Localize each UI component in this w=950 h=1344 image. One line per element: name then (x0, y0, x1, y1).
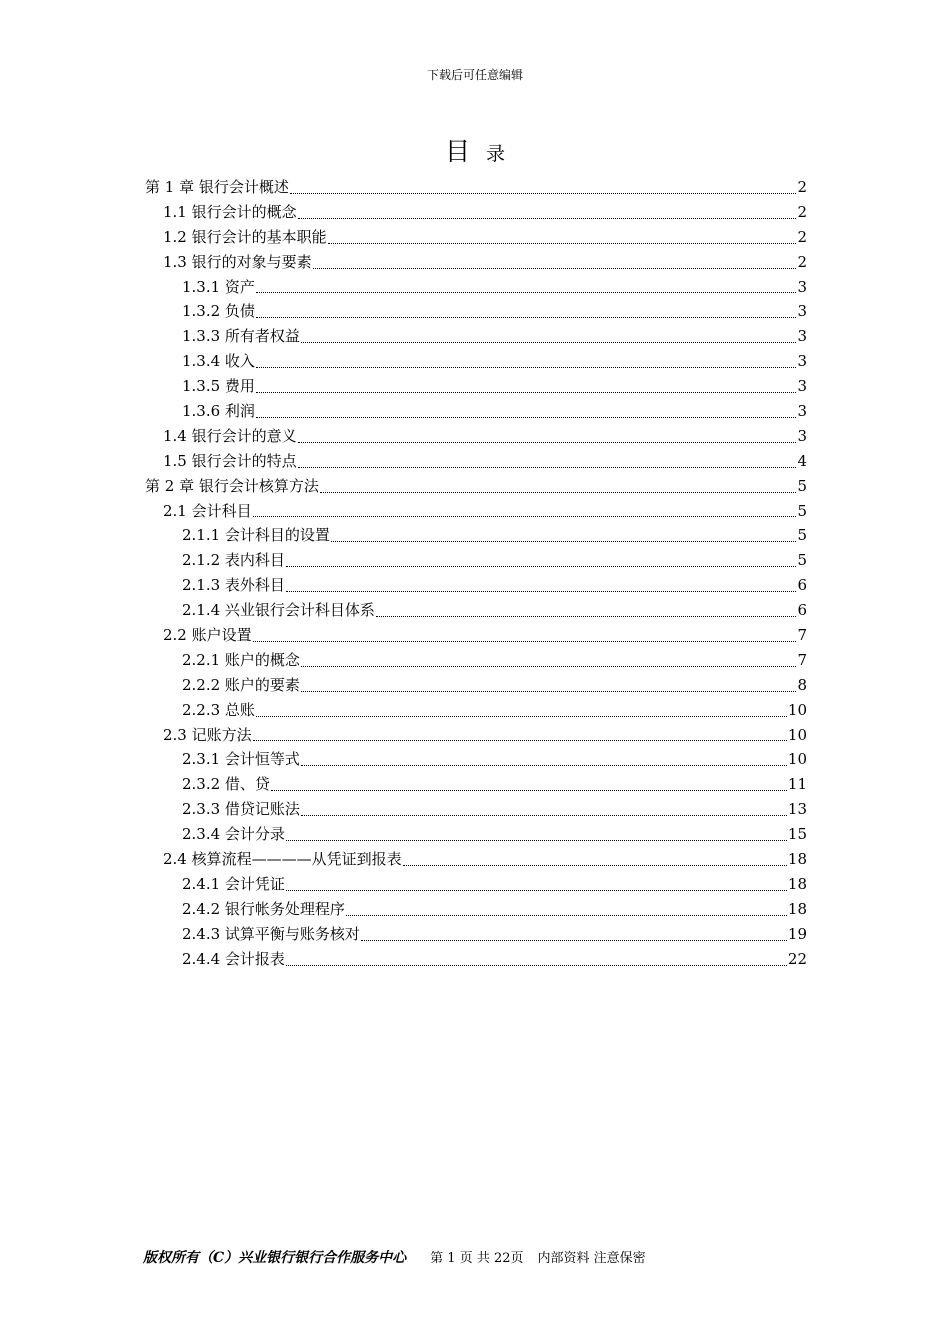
toc-entry-page: 5 (797, 476, 807, 495)
toc-entry-page: 2 (797, 178, 807, 196)
toc-dot-leader (346, 915, 787, 916)
toc-entry-label: 2.1.4 兴业银行会计科目体系 (182, 601, 375, 620)
toc-dot-leader (256, 392, 797, 393)
toc-dot-leader (313, 268, 797, 269)
toc-entry-label: 1.3.5 费用 (182, 377, 255, 396)
toc-entry-label: 2.2.1 账户的概念 (182, 650, 300, 669)
toc-entry[interactable] (145, 225, 807, 250)
toc-entry-label: 1.3.3 所有者权益 (182, 327, 300, 346)
toc-entry-page: 8 (797, 675, 807, 694)
page-header: 下载后可任意编辑 (426, 68, 523, 82)
toc-entry-label: 1.1 银行会计的概念 (163, 202, 297, 221)
toc-title (0, 132, 950, 168)
toc-entry[interactable] (145, 424, 807, 449)
toc-entry-label: 1.4 银行会计的意义 (163, 426, 297, 445)
toc-entry[interactable] (145, 623, 807, 648)
toc-entry-label: 第 2 章 银行会计核算方法 (145, 476, 319, 495)
toc-entry-label: 2.3.4 会计分录 (182, 825, 285, 844)
toc-entry-page: 18 (787, 899, 807, 918)
toc-entry[interactable] (145, 399, 807, 424)
toc-entry-page: 2 (797, 202, 807, 221)
toc-dot-leader (301, 815, 787, 816)
toc-entry[interactable] (145, 772, 807, 797)
toc-dot-leader (253, 740, 787, 741)
toc-entry[interactable] (145, 449, 807, 474)
toc-dot-leader (286, 890, 787, 891)
toc-entry-page: 3 (797, 277, 807, 296)
toc-entry-page: 10 (787, 725, 807, 744)
toc-entry-page: 7 (797, 650, 807, 669)
toc-entry-page: 6 (797, 576, 807, 595)
toc-entry[interactable] (145, 648, 807, 673)
toc-entry[interactable] (145, 847, 807, 872)
toc-entry-page: 7 (797, 626, 807, 645)
toc-entry-label: 1.3.4 收入 (182, 352, 255, 371)
toc-entry[interactable] (145, 548, 807, 573)
toc-dot-leader (256, 417, 797, 418)
toc-dot-leader (320, 492, 797, 493)
toc-entry-label: 2.2 账户设置 (163, 626, 252, 645)
toc-entry-page: 15 (787, 825, 807, 844)
toc-dot-leader (376, 616, 797, 617)
toc-entry-page: 3 (797, 426, 807, 445)
toc-entry[interactable] (145, 275, 807, 300)
toc-entry-page: 2 (797, 227, 807, 246)
toc-entry-page: 5 (797, 526, 807, 545)
toc-entry-page: 5 (797, 551, 807, 570)
toc-entry[interactable] (145, 200, 807, 225)
toc-dot-leader (286, 965, 787, 966)
toc-entry[interactable] (145, 175, 807, 200)
toc-dot-leader (256, 716, 787, 717)
toc-dot-leader (331, 541, 797, 542)
toc-entry[interactable] (145, 499, 807, 524)
toc-entry[interactable] (145, 598, 807, 623)
toc-entry-label: 2.2.2 账户的要素 (182, 675, 300, 694)
toc-dot-leader (298, 467, 797, 468)
toc-entry-label: 第 1 章 银行会计概述 (145, 178, 289, 196)
toc-entry-page: 3 (797, 327, 807, 346)
toc-entry[interactable] (145, 922, 807, 947)
toc-entry-page: 6 (797, 601, 807, 620)
toc-entry[interactable] (145, 573, 807, 598)
toc-entry-page: 3 (797, 352, 807, 371)
footer-confidential: 内部资料 注意保密 (537, 1251, 646, 1266)
toc-entry-page: 3 (797, 302, 807, 321)
toc-entry-label: 2.2.3 总账 (182, 700, 255, 719)
toc-dot-leader (271, 790, 787, 791)
toc-title-part1: 目 (444, 137, 470, 166)
toc-entry[interactable] (145, 797, 807, 822)
toc-dot-leader (253, 516, 797, 517)
toc-entry-page: 13 (787, 800, 807, 819)
toc-entry-page: 5 (797, 501, 807, 520)
toc-dot-leader (301, 342, 797, 343)
toc-entry-page: 18 (787, 874, 807, 893)
toc-entry[interactable] (145, 872, 807, 897)
toc-entry-label: 2.4.3 试算平衡与账务核对 (182, 924, 360, 943)
toc-entry-label: 2.3 记账方法 (163, 725, 252, 744)
toc-dot-leader (290, 193, 797, 194)
toc-entry-label: 2.4 核算流程————从凭证到报表 (163, 850, 402, 869)
toc-entry-label: 2.1.1 会计科目的设置 (182, 526, 330, 545)
table-of-contents (145, 175, 807, 972)
toc-dot-leader (256, 317, 797, 318)
toc-entry-label: 2.1.3 表外科目 (182, 576, 285, 595)
toc-dot-leader (298, 442, 797, 443)
toc-entry[interactable] (145, 897, 807, 922)
toc-entry[interactable] (145, 947, 807, 972)
toc-dot-leader (361, 940, 787, 941)
toc-entry[interactable] (145, 698, 807, 723)
toc-entry-label: 1.3.6 利润 (182, 402, 255, 421)
toc-entry[interactable] (145, 324, 807, 349)
toc-entry[interactable] (145, 723, 807, 748)
toc-entry-label: 2.1 会计科目 (163, 501, 252, 520)
toc-entry[interactable] (145, 299, 807, 324)
toc-dot-leader (301, 691, 797, 692)
toc-dot-leader (403, 865, 787, 866)
toc-entry[interactable] (145, 822, 807, 847)
footer-copyright: 版权所有（C）兴业银行银行合作服务中心 (143, 1250, 407, 1266)
toc-dot-leader (253, 641, 797, 642)
toc-dot-leader (301, 666, 797, 667)
toc-entry-page: 11 (787, 775, 807, 794)
toc-dot-leader (301, 765, 787, 766)
toc-entry[interactable] (145, 747, 807, 772)
toc-entry[interactable] (145, 250, 807, 275)
page-footer (143, 1247, 843, 1267)
toc-entry[interactable] (145, 523, 807, 548)
toc-dot-leader (286, 840, 787, 841)
toc-dot-leader (256, 292, 797, 293)
toc-entry-page: 10 (787, 750, 807, 769)
toc-entry-label: 1.3 银行的对象与要素 (163, 252, 312, 271)
toc-entry-label: 1.2 银行会计的基本职能 (163, 227, 327, 246)
toc-entry-page: 10 (787, 700, 807, 719)
toc-entry-page: 4 (797, 451, 807, 470)
toc-entry-label: 2.3.3 借贷记账法 (182, 800, 300, 819)
toc-entry-page: 19 (787, 924, 807, 943)
toc-entry-page: 2 (797, 252, 807, 271)
toc-title-part2: 录 (486, 143, 506, 165)
toc-dot-leader (286, 591, 797, 592)
toc-entry-label: 1.5 银行会计的特点 (163, 451, 297, 470)
toc-entry-page: 3 (797, 402, 807, 421)
toc-entry-label: 2.1.2 表内科目 (182, 551, 285, 570)
toc-entry-page: 18 (787, 850, 807, 869)
toc-entry-page: 22 (787, 949, 807, 968)
toc-entry[interactable] (145, 349, 807, 374)
toc-entry-label: 2.4.4 会计报表 (182, 949, 285, 968)
toc-entry-label: 1.3.2 负债 (182, 302, 255, 321)
toc-entry-label: 2.4.2 银行帐务处理程序 (182, 899, 345, 918)
toc-entry-label: 2.3.2 借、贷 (182, 775, 270, 794)
toc-dot-leader (256, 367, 797, 368)
toc-dot-leader (286, 566, 797, 567)
toc-entry[interactable] (145, 474, 807, 499)
toc-entry-page: 3 (797, 377, 807, 396)
footer-page-info: 第 1 页 共 22页 (430, 1251, 524, 1266)
toc-dot-leader (328, 243, 797, 244)
toc-entry-label: 1.3.1 资产 (182, 277, 255, 296)
toc-entry[interactable] (145, 374, 807, 399)
toc-entry-label: 2.3.1 会计恒等式 (182, 750, 300, 769)
toc-entry-label: 2.4.1 会计凭证 (182, 874, 285, 893)
toc-dot-leader (298, 218, 797, 219)
toc-entry[interactable] (145, 673, 807, 698)
